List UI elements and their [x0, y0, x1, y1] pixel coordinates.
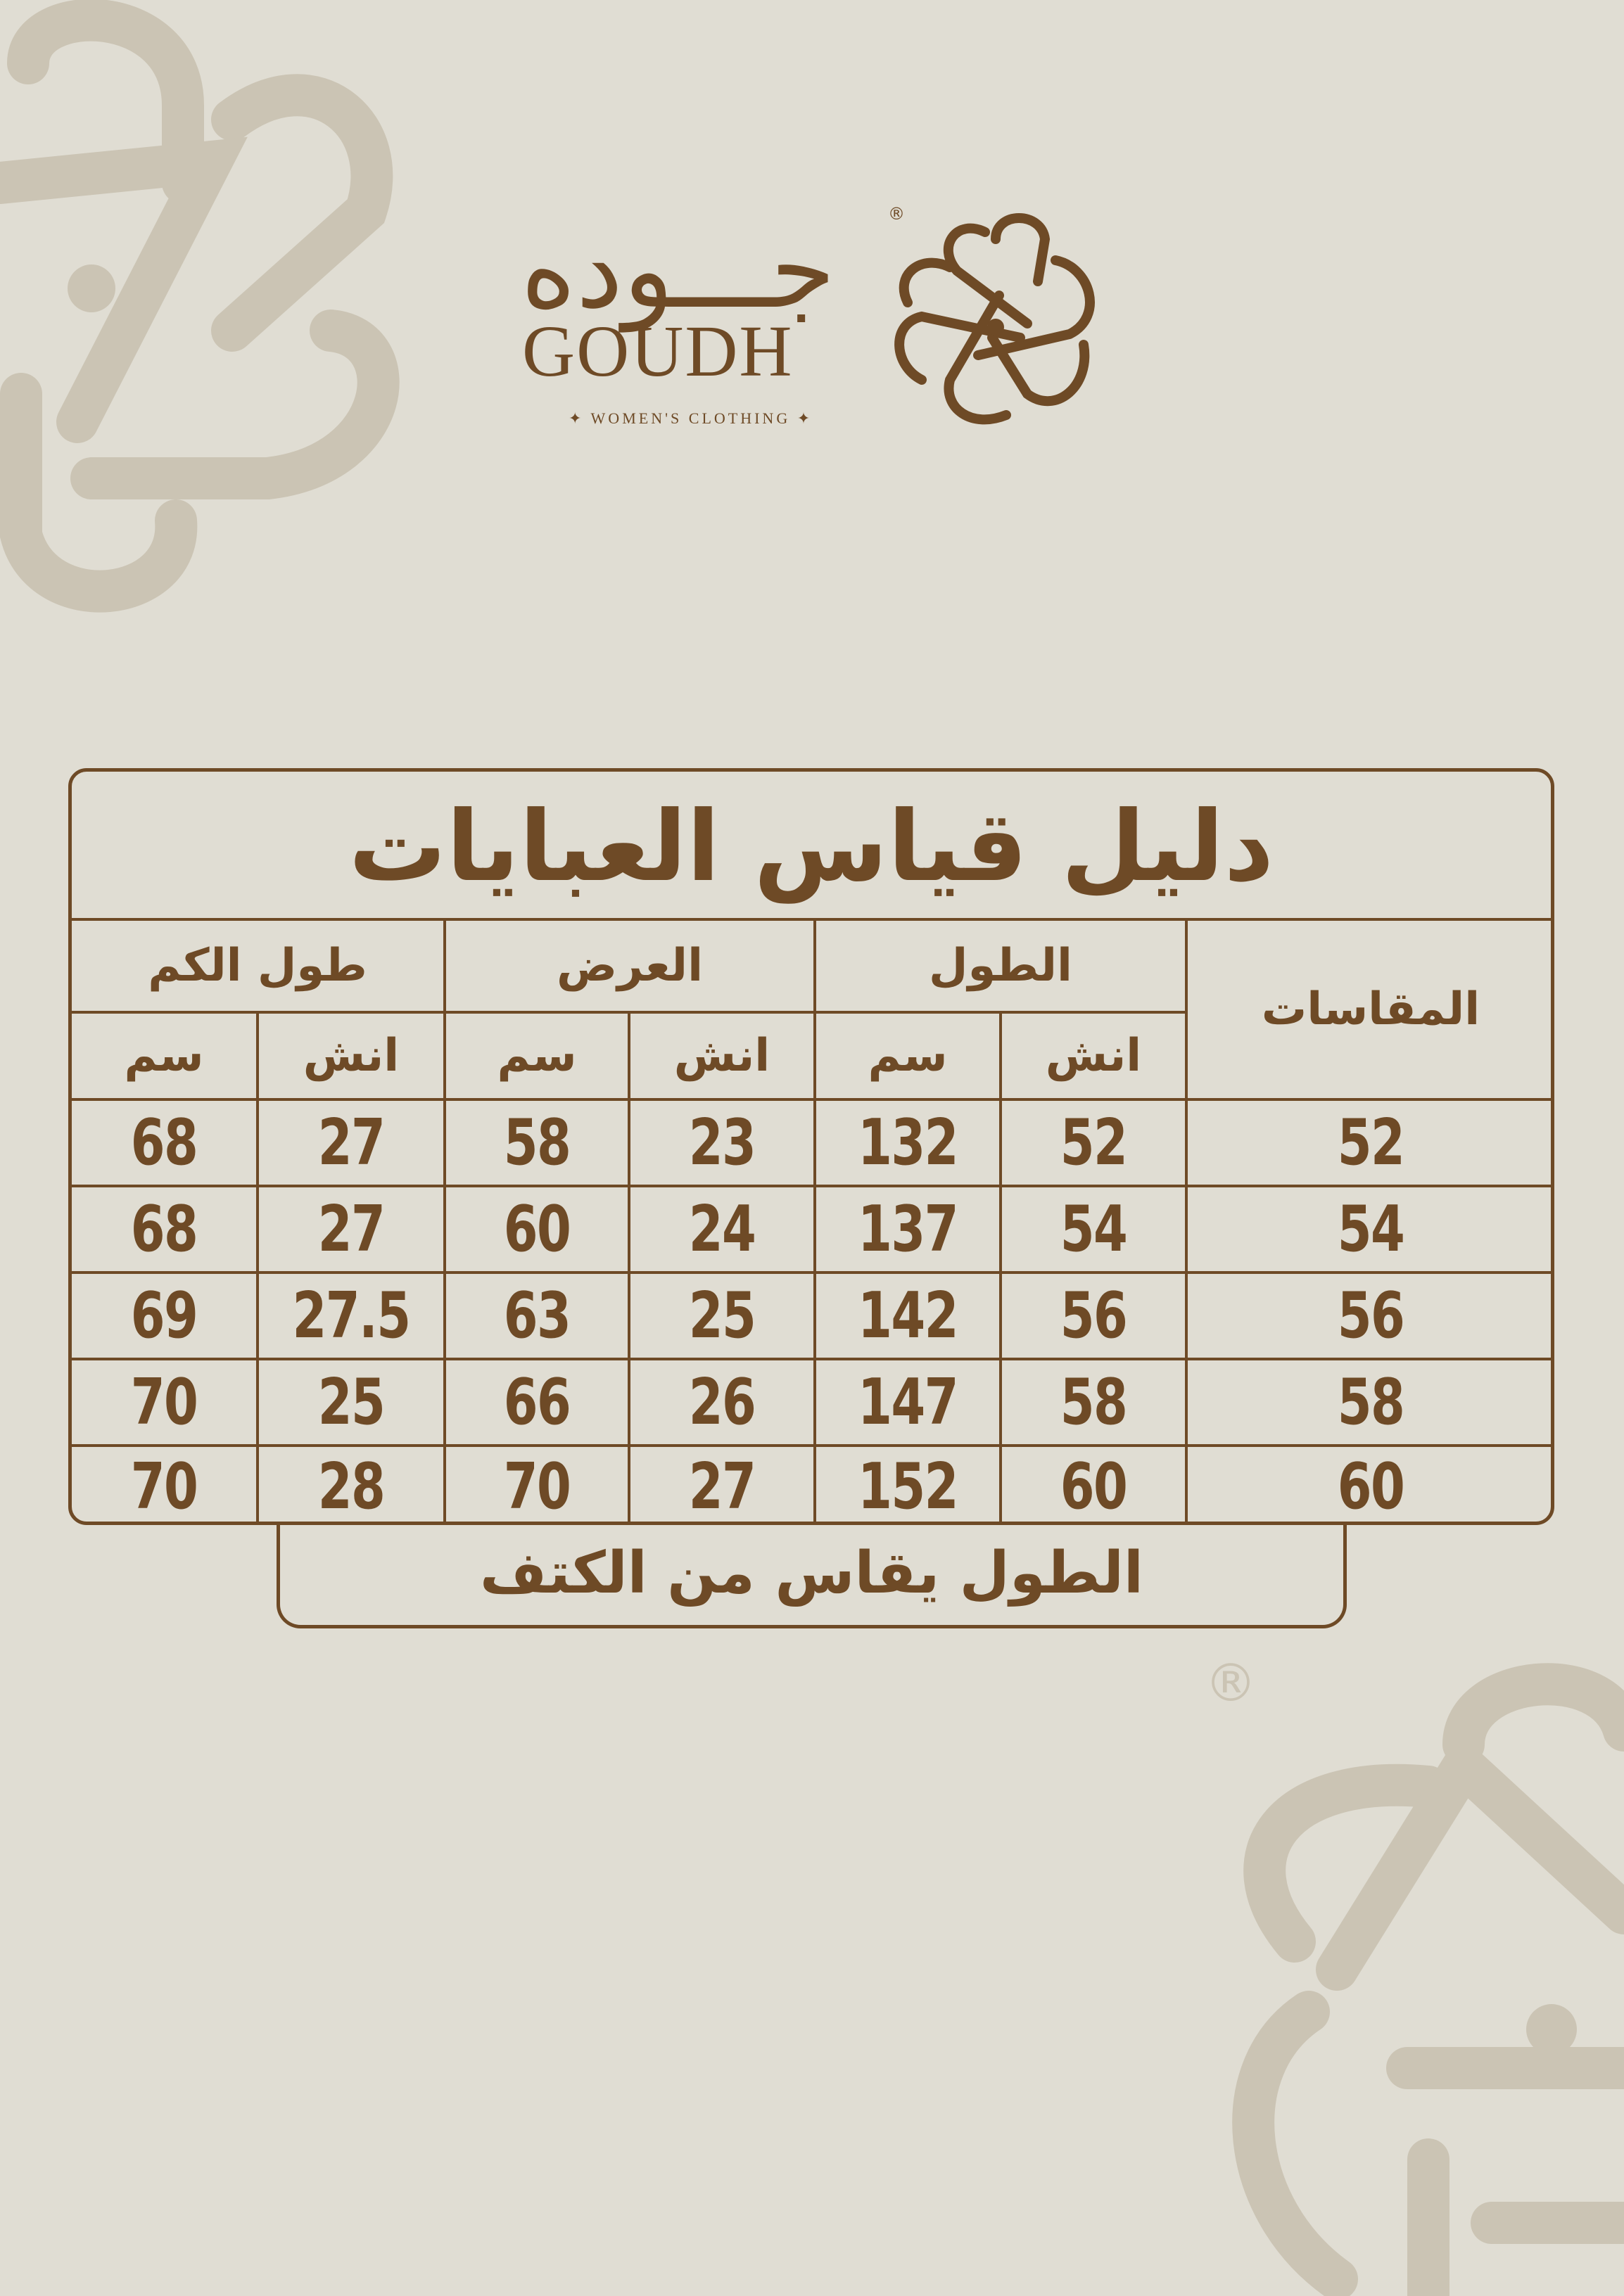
subheader-width-cm: سم	[497, 1030, 577, 1082]
logo-emblem-icon	[880, 204, 1112, 436]
cell-width-inch: 24	[688, 1192, 756, 1266]
cell-length-inch: 52	[1060, 1106, 1127, 1180]
cell-width-inch: 25	[688, 1279, 756, 1353]
cell-length-cm: 137	[858, 1192, 958, 1266]
cell-sleeve-cm: 69	[130, 1279, 198, 1353]
decorative-flourish-top-left	[0, 0, 422, 633]
logo-arabic-name: جـــوده	[521, 210, 836, 332]
cell-width-cm: 60	[503, 1192, 571, 1266]
cell-size: 58	[1337, 1365, 1404, 1439]
registered-mark: ®	[888, 204, 905, 224]
cell-sleeve-cm: 70	[130, 1365, 198, 1439]
cell-width-inch: 23	[688, 1106, 756, 1180]
cell-width-inch: 27	[688, 1449, 756, 1524]
subheader-width-inch: انش	[673, 1030, 770, 1082]
cell-width-cm: 66	[503, 1365, 571, 1439]
cell-length-inch: 58	[1060, 1365, 1127, 1439]
cell-size: 54	[1337, 1192, 1404, 1266]
cell-sleeve-inch: 25	[317, 1365, 385, 1439]
subheader-sleeve-cm: سم	[124, 1030, 204, 1082]
cell-sleeve-inch: 28	[317, 1449, 385, 1524]
cell-size: 56	[1337, 1279, 1404, 1353]
cell-length-inch: 56	[1060, 1279, 1127, 1353]
table-title: دليل قياس العبايات	[348, 789, 1274, 903]
cell-width-inch: 26	[688, 1365, 756, 1439]
cell-length-cm: 132	[858, 1106, 958, 1180]
cell-sleeve-inch: 27	[317, 1106, 385, 1180]
cell-length-inch: 60	[1060, 1449, 1127, 1524]
registered-mark-watermark: ®	[1205, 1653, 1257, 1714]
size-chart-table	[68, 768, 1554, 1525]
header-sleeve-length: طول الكم	[148, 940, 367, 992]
cell-width-cm: 70	[503, 1449, 571, 1524]
logo-tagline: ✦ WOMEN'S CLOTHING ✦	[569, 409, 813, 427]
cell-sleeve-inch: 27	[317, 1192, 385, 1266]
header-width: العرض	[557, 940, 703, 992]
subheader-length-cm: سم	[868, 1030, 948, 1082]
logo-latin-name: GOUDH	[522, 311, 794, 392]
cell-size: 60	[1337, 1449, 1404, 1524]
cell-sleeve-cm: 68	[130, 1106, 198, 1180]
header-length: الطول	[929, 940, 1072, 992]
subheader-length-inch: انش	[1045, 1030, 1142, 1082]
decorative-flourish-bottom-right	[1196, 1646, 1624, 2296]
subheader-sleeve-inch: انش	[303, 1030, 400, 1082]
cell-length-cm: 147	[858, 1365, 958, 1439]
cell-length-cm: 152	[858, 1449, 958, 1524]
cell-length-inch: 54	[1060, 1192, 1127, 1266]
cell-width-cm: 58	[503, 1106, 571, 1180]
header-sizes: المقاسات	[1261, 983, 1480, 1035]
cell-sleeve-inch: 27.5	[292, 1279, 410, 1353]
brand-logo	[507, 190, 1112, 450]
cell-width-cm: 63	[503, 1279, 571, 1353]
cell-size: 52	[1337, 1106, 1404, 1180]
cell-sleeve-cm: 70	[130, 1449, 198, 1524]
cell-length-cm: 142	[858, 1279, 958, 1353]
cell-sleeve-cm: 68	[130, 1192, 198, 1266]
table-footnote: الطول يقاس من الكتف	[277, 1522, 1347, 1628]
